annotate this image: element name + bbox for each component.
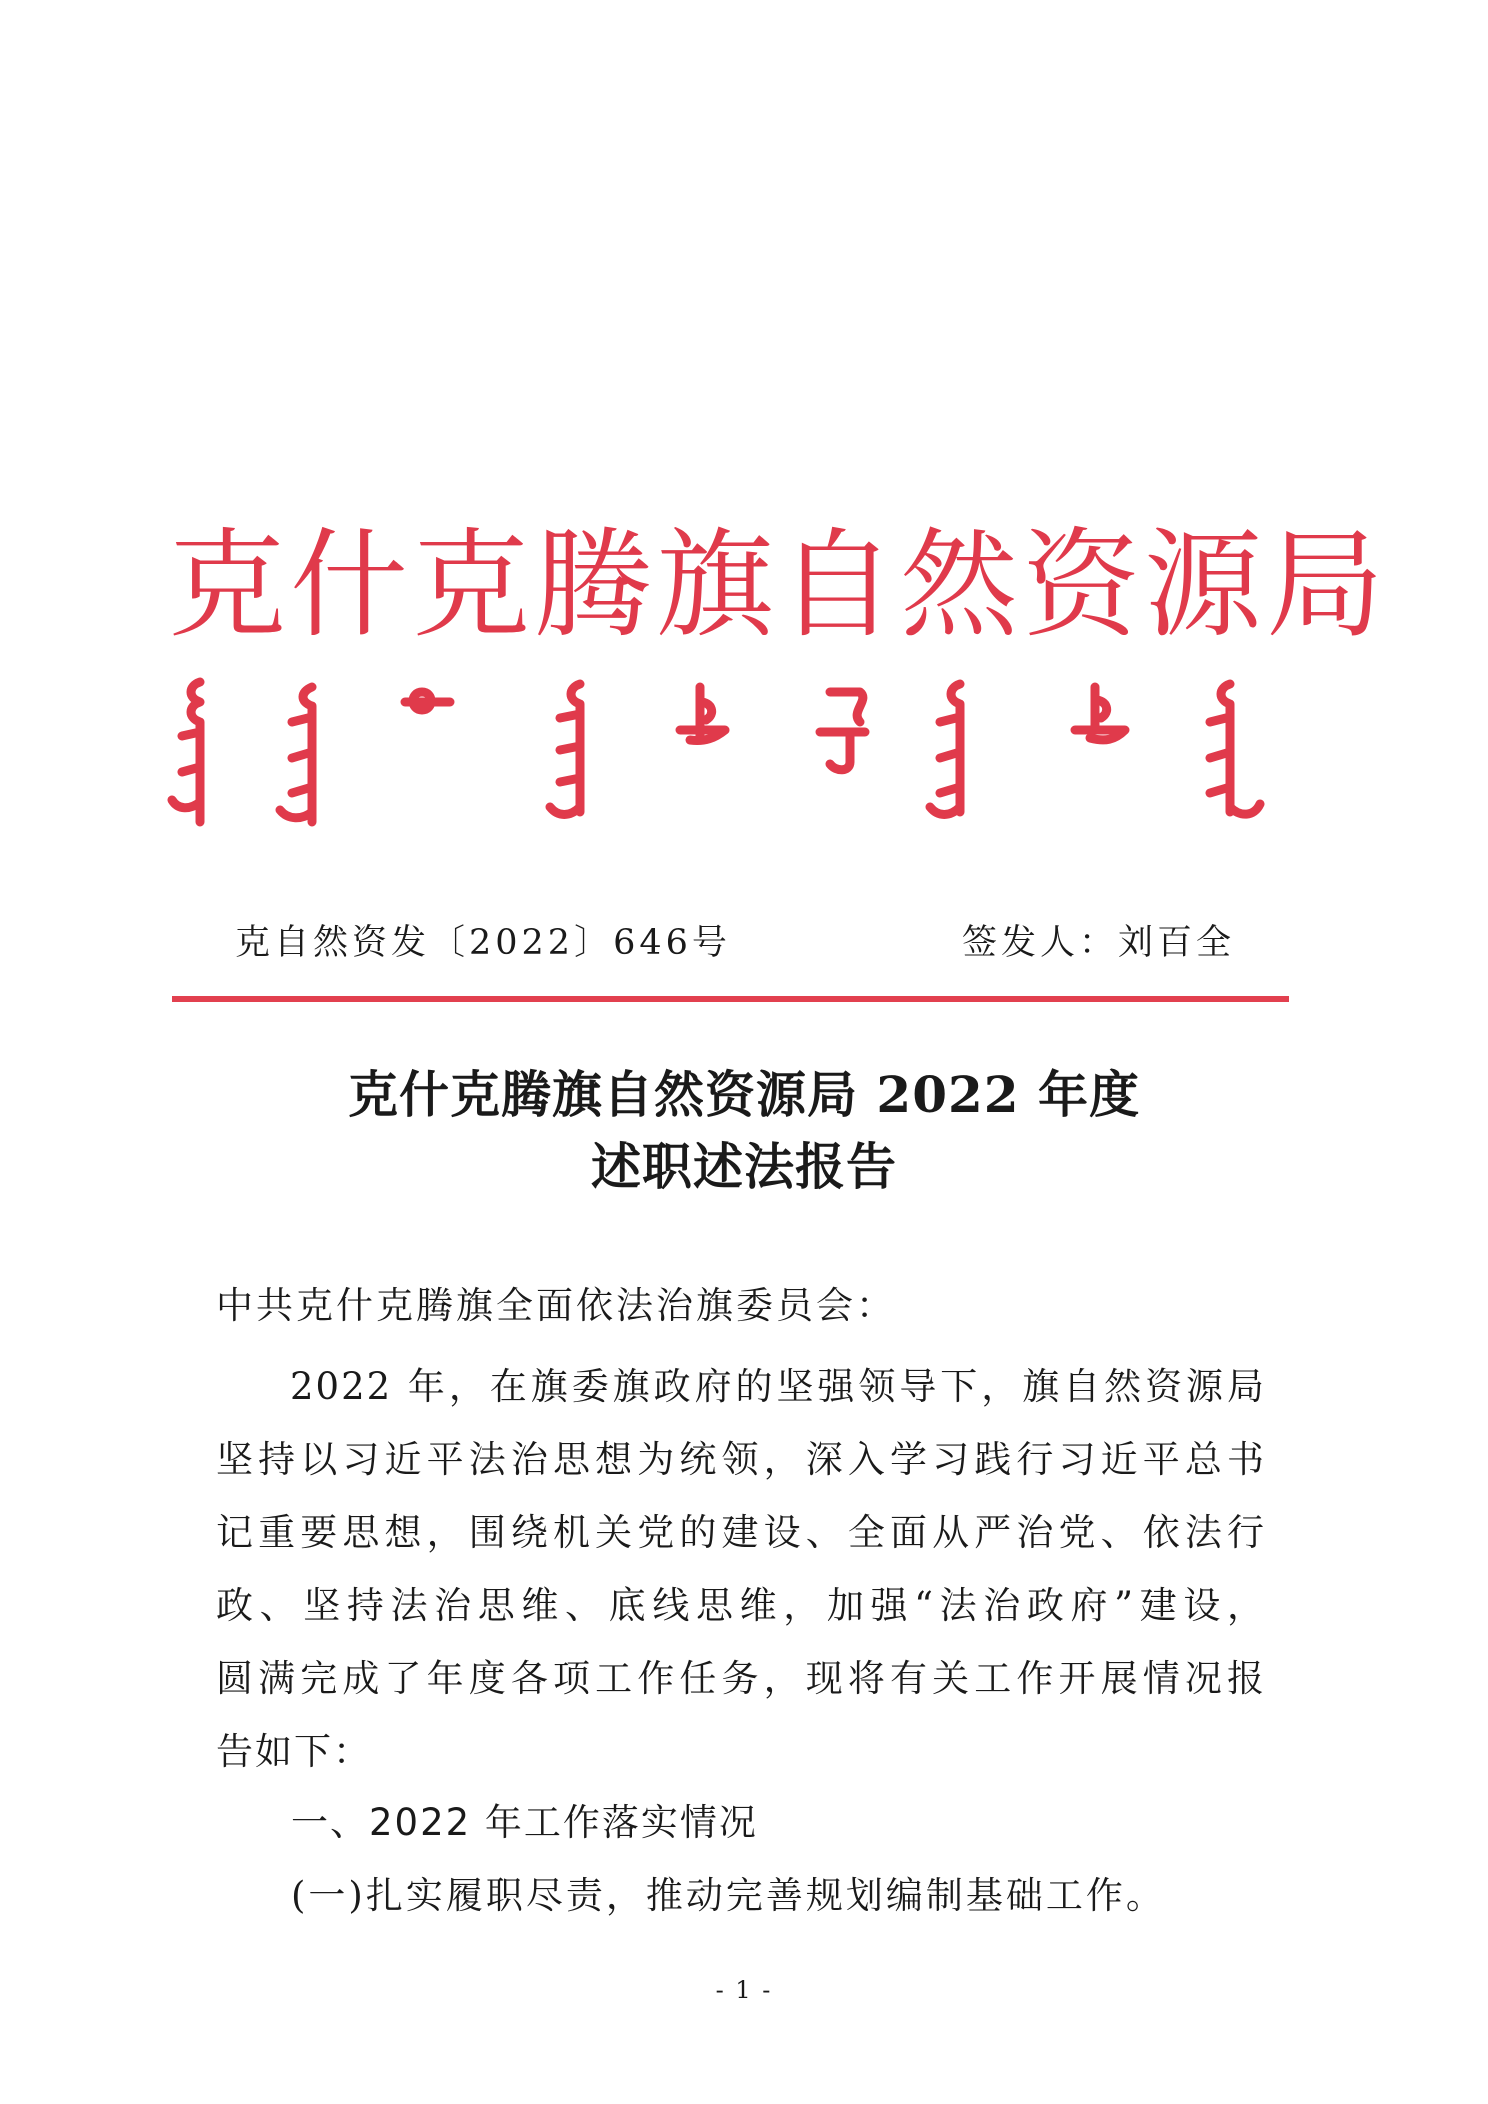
mongolian-script-name — [160, 672, 1320, 827]
red-divider — [172, 996, 1289, 1002]
document-meta-row — [235, 915, 1235, 971]
paragraph-line: 记重要思想，围绕机关党的建设、全面从严治党、依法行 — [216, 1511, 1266, 1554]
paragraph-line: 圆满完成了年度各项工作任务，现将有关工作开展情况报 — [216, 1657, 1266, 1700]
paragraph-line: 坚持以习近平法治思想为统领，深入学习践行习近平总书 — [216, 1438, 1266, 1481]
salutation: 中共克什克腾旗全面依法治旗委员会： — [216, 1284, 896, 1327]
page-number: - 1 - — [715, 1976, 773, 2004]
agency-name-heading: 克什克腾旗自然资源局 — [168, 516, 1389, 654]
signer: 签发人：刘百全 — [961, 923, 1235, 963]
section-heading-1: 一、2022 年工作落实情况 — [291, 1801, 758, 1844]
document-number: 克自然资发〔2022〕646号 — [235, 923, 731, 963]
section-heading-2: (一)扎实履职尽责，推动完善规划编制基础工作。 — [291, 1874, 1166, 1917]
report-title-line-1: 克什克腾旗自然资源局 2022 年度 — [348, 1065, 1140, 1124]
paragraph-line: 2022 年，在旗委旗政府的坚强领导下，旗自然资源局 — [290, 1365, 1266, 1408]
body-paragraph — [216, 1350, 1266, 1788]
paragraph-line: 政、坚持法治思维、底线思维，加强“法治政府”建设， — [216, 1584, 1266, 1627]
report-title-line-2: 述职述法报告 — [591, 1137, 897, 1196]
paragraph-line: 告如下： — [216, 1730, 372, 1773]
